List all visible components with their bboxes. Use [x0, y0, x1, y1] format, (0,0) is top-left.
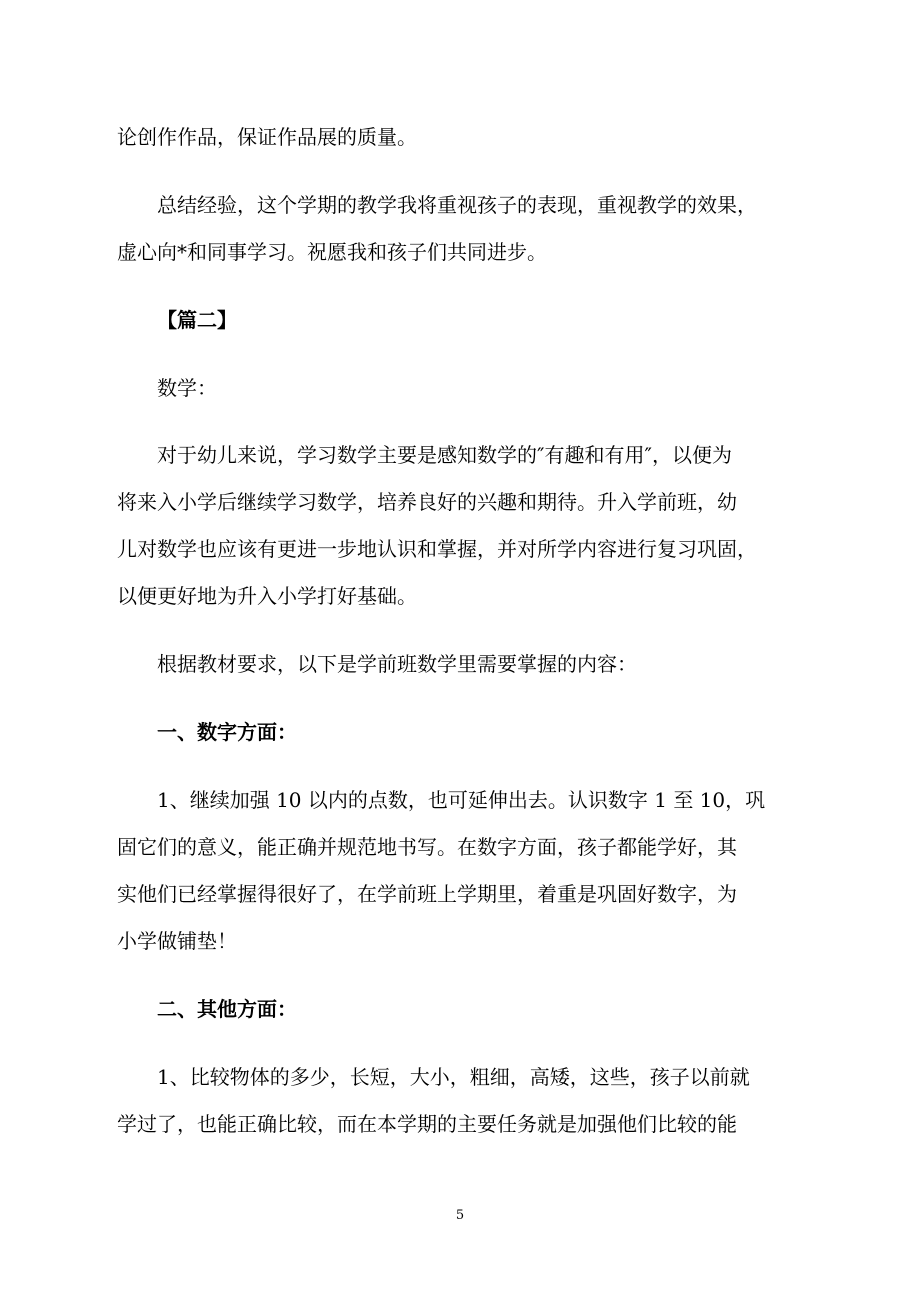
- paragraph-line: 将来入小学后继续学习数学，培养良好的兴趣和期待。升入学前班，幼: [117, 490, 737, 514]
- paragraph-line: 儿对数学也应该有更进一步地认识和掌握，并对所学内容进行复习巩固，: [117, 537, 757, 561]
- page-number: 5: [455, 1208, 465, 1223]
- section-heading: 二、其他方面：: [157, 997, 297, 1021]
- section-heading: 【篇二】: [157, 308, 237, 332]
- paragraph-line: 论创作作品，保证作品展的质量。: [117, 125, 417, 149]
- paragraph-line: 1、比较物体的多少，长短，大小，粗细，高矮，这些，孩子以前就: [157, 1065, 750, 1089]
- section-heading: 一、数字方面：: [157, 720, 297, 744]
- paragraph-line: 虚心向*和同事学习。祝愿我和孩子们共同进步。: [117, 240, 547, 264]
- paragraph-line: 总结经验，这个学期的教学我将重视孩子的表现，重视教学的效果，: [157, 193, 757, 217]
- paragraph-line: 数学：: [157, 376, 217, 400]
- paragraph-line: 以便更好地为升入小学打好基础。: [117, 584, 417, 608]
- paragraph-line: 固它们的意义，能正确并规范地书写。在数字方面，孩子都能学好，其: [117, 835, 737, 859]
- paragraph-line: 根据教材要求，以下是学前班数学里需要掌握的内容：: [157, 652, 637, 676]
- paragraph-line: 小学做铺垫！: [117, 929, 237, 953]
- paragraph-line: 1、继续加强 10 以内的点数，也可延伸出去。认识数字 1 至 10，巩: [157, 788, 766, 812]
- paragraph-line: 对于幼儿来说，学习数学主要是感知数学的″有趣和有用″，以便为: [157, 443, 732, 467]
- paragraph-line: 学过了，也能正确比较，而在本学期的主要任务就是加强他们比较的能: [117, 1112, 737, 1136]
- paragraph-line: 实他们已经掌握得很好了，在学前班上学期里，着重是巩固好数字，为: [117, 882, 737, 906]
